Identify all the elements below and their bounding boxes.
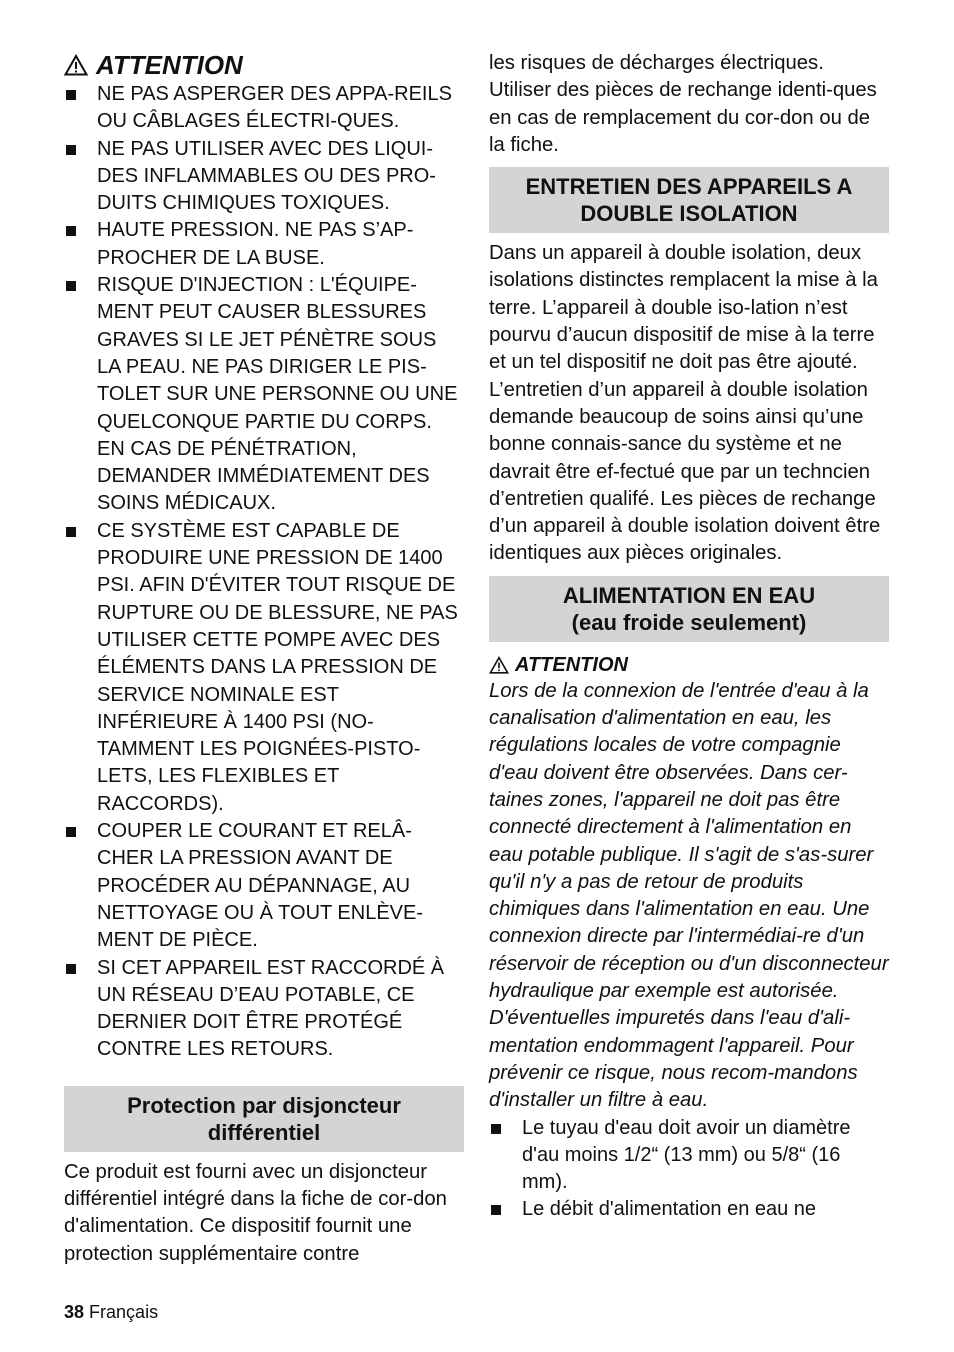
- water-requirements-list: [489, 1115, 889, 1224]
- warning-item: NE PAS ASPERGER DES APPA-REILS OU CÂBLAGES ÉLECTRI-QUES.: [64, 81, 464, 136]
- continued-text: les risques de décharges électriques. Utiliser des pièces de rechange identi-ques en cas de remplacement du cor-don ou de la fiche.: [489, 52, 877, 156]
- page-number: 38: [64, 1302, 85, 1322]
- water-attention-heading: [489, 652, 889, 678]
- attention-title: ATTENTION: [515, 653, 628, 676]
- warning-item: CE SYSTÈME EST CAPABLE DE PRODUIRE UNE PRESSION DE 1400 PSI. AFIN D'ÉVITER TOUT RISQUE DE RUPTURE OU DE BLESSURE, NE PAS UTILISER CETTE POMPE AVEC DES ÉLÉMENTS DANS LA PRESSION DE SERVICE NOMINALE EST INFÉRIEURE À 1400 PSI (NO-TAMMENT LES POIGNÉES-PISTO-LETS, LES FLEXIBLES ET RACCORDS).: [64, 518, 464, 818]
- warning-item: COUPER LE COURANT ET RELÂ-CHER LA PRESSION AVANT DE PROCÉDER AU DÉPANNAGE, AU NETTOYAGE OU À TOUT ENLÈVE-MENT DE PIÈCE.: [64, 818, 464, 954]
- footer-language: Français: [89, 1302, 159, 1322]
- double-isolation-heading: ENTRETIEN DES APPAREILS A DOUBLE ISOLATION: [489, 167, 889, 233]
- water-supply-heading: ALIMENTATION EN EAU (eau froide seulement): [489, 576, 889, 642]
- warning-triangle-icon: [489, 656, 509, 674]
- right-column: [489, 50, 889, 1224]
- attention-heading: [64, 50, 464, 80]
- page-footer: [64, 1302, 158, 1323]
- double-isolation-text: Dans un appareil à double isolation, deux isolations distinctes remplacent la mise à la terre. L’appareil à double iso-lation n’est pourvu d’aucun dispositif de mise à la terre et un tel dispositif ne doit pas être ajouté. L’entretien d’un appareil à double isolation demande beaucoup de soins ainsi qu’une bonne connais-sance du système et ne davrait être ef-fectué que par un techncien d’entretien qualifé. Les pièces de rechange d’un appareil à double isolation doivent être identiques aux pièces originales.: [489, 242, 881, 565]
- gfci-heading: Protection par disjoncteur différentiel: [64, 1086, 464, 1152]
- warning-list: [64, 81, 464, 1064]
- water-attention-text-2: D'éventuelles impuretés dans l'eau d'ali-mentation endommagent l'appareil. Pour prévenir ce risque, nous recom-mandons d'installer un filtre à eau.: [489, 1007, 858, 1112]
- list-item: Le débit d'alimentation en eau ne: [489, 1196, 889, 1223]
- list-item: Le tuyau d'eau doit avoir un diamètre d'au moins 1/2“ (13 mm) ou 5/8“ (16 mm).: [489, 1115, 889, 1197]
- warning-triangle-icon: [64, 54, 88, 76]
- warning-item: NE PAS UTILISER AVEC DES LIQUI-DES INFLAMMABLES OU DES PRO-DUITS CHIMIQUES TOXIQUES.: [64, 136, 464, 218]
- gfci-text: Ce produit est fourni avec un disjoncteur différentiel intégré dans la fiche de cor-don d'alimentation. Ce dispositif fournit une protection supplémentaire contre: [64, 1160, 447, 1265]
- warning-item: RISQUE D'INJECTION : L'ÉQUIPE-MENT PEUT CAUSER BLESSURES GRAVES SI LE JET PÉNÈTRE SOUS LA PEAU. NE PAS DIRIGER LE PIS-TOLET SUR UNE PERSONNE OU UNE QUELCONQUE PARTIE DU CORPS. EN CAS DE PÉNÉTRATION, DEMANDER IMMÉDIATEMENT DES SOINS MÉDICAUX.: [64, 272, 464, 518]
- attention-title: ATTENTION: [96, 50, 243, 80]
- water-attention-text: Lors de la connexion de l'entrée d'eau à la canalisation d'alimentation en eau, les régulations locales de votre compagnie d'eau doivent être observées. Dans cer-taines zones, l'appareil ne doit pas être connecté directement à l'alimentation en eau potable publique. Il s'agit de s'as-surer qu'il n'y a pas de retour de produits chimiques dans l'alimentation en eau. Une connexion directe par l'intermédiai-re d'un réservoir de réception ou d'un disconnecteur hydraulique par exemple est autorisée.: [489, 679, 889, 1003]
- warning-item: HAUTE PRESSION. NE PAS S’AP-PROCHER DE LA BUSE.: [64, 217, 464, 272]
- warning-item: SI CET APPAREIL EST RACCORDÉ À UN RÉSEAU D’EAU POTABLE, CE DERNIER DOIT ÊTRE PROTÉGÉ CONTRE LES RETOURS.: [64, 955, 464, 1064]
- left-column: [64, 50, 464, 1268]
